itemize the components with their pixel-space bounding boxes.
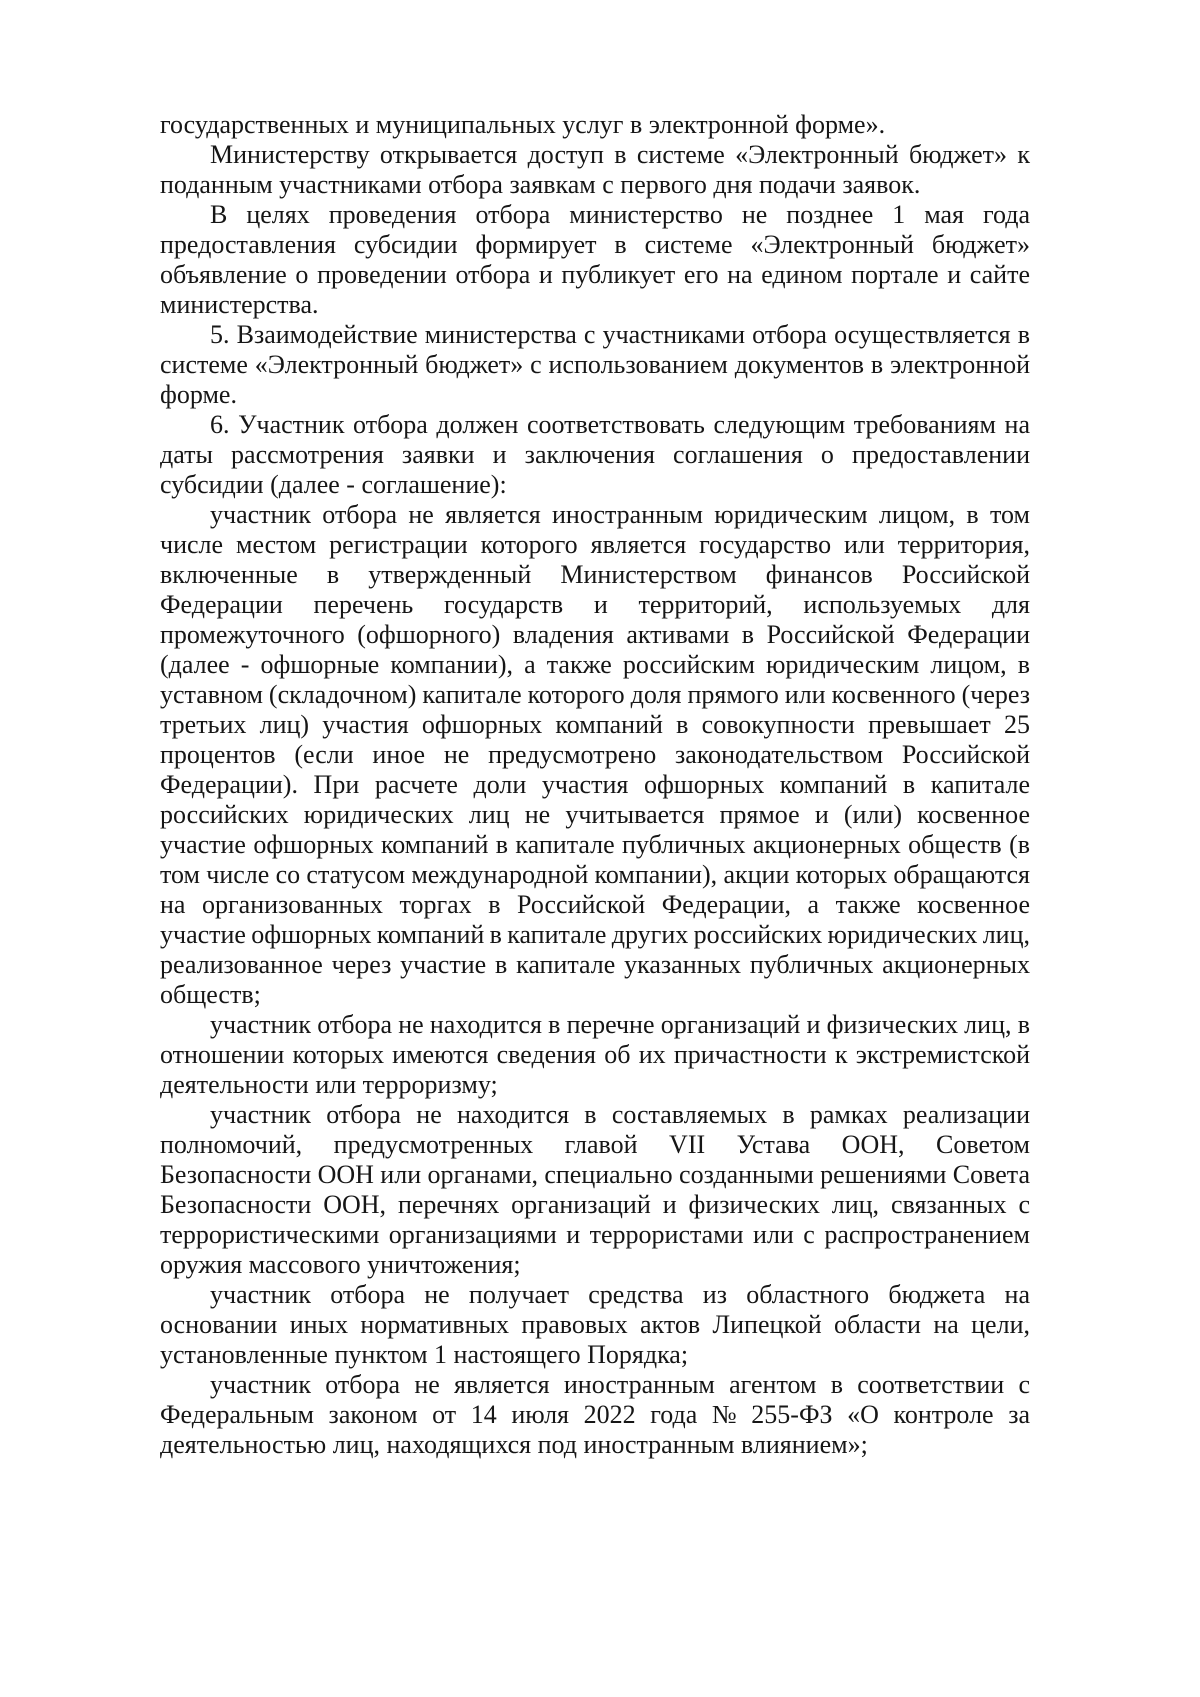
text-line: процентов (если иное не предусмотрено законодательством Российской	[160, 740, 1030, 769]
text-line: деятельности или терроризму;	[160, 1070, 498, 1099]
text-line: участник отбора не является иностранным юридическим лицом, в том	[210, 500, 1030, 529]
paragraph	[160, 1010, 1030, 1100]
document-body	[160, 110, 1030, 1460]
text-line: том числе со статусом международной компании), акции которых обращаются	[160, 860, 1030, 889]
text-line: участник отбора не находится в составляемых в рамках реализации	[210, 1100, 1030, 1129]
paragraph	[160, 110, 1030, 140]
text-line: Министерству открывается доступ в системе «Электронный бюджет» к	[210, 140, 1030, 169]
text-line: участник отбора не получает средства из областного бюджета на	[210, 1280, 1030, 1309]
text-line: системе «Электронный бюджет» с использованием документов в электронной	[160, 350, 1030, 379]
text-line: Безопасности ООН или органами, специально созданными решениями Совета	[160, 1160, 1030, 1189]
text-line: уставном (складочном) капитале которого доля прямого или косвенного (через	[160, 680, 1030, 709]
paragraph	[160, 410, 1030, 500]
text-line: (далее - офшорные компании), а также российским юридическим лицом, в	[160, 650, 1030, 679]
text-line: даты рассмотрения заявки и заключения соглашения о предоставлении	[160, 440, 1030, 469]
text-line: установленные пунктом 1 настоящего Порядка;	[160, 1340, 689, 1369]
text-line: субсидии (далее - соглашение):	[160, 470, 507, 499]
text-line: участие офшорных компаний в капитале публичных акционерных обществ (в	[160, 830, 1030, 859]
text-line: объявление о проведении отбора и публикует его на едином портале и сайте	[160, 260, 1030, 289]
text-line: 6. Участник отбора должен соответствовать следующим требованиям на	[210, 410, 1030, 439]
text-line: участник отбора не находится в перечне организаций и физических лиц, в	[210, 1010, 1030, 1039]
text-line: на организованных торгах в Российской Федерации, а также косвенное	[160, 890, 1030, 919]
text-line: участник отбора не является иностранным агентом в соответствии с	[210, 1370, 1030, 1399]
paragraph	[160, 1280, 1030, 1370]
text-line: обществ;	[160, 980, 261, 1009]
text-line: Федеральным законом от 14 июля 2022 года № 255-ФЗ «О контроле за	[160, 1400, 1030, 1429]
paragraph	[160, 1370, 1030, 1460]
text-line: реализованное через участие в капитале указанных публичных акционерных	[160, 950, 1030, 979]
text-line: форме.	[160, 380, 237, 409]
text-line: предоставления субсидии формирует в системе «Электронный бюджет»	[160, 230, 1030, 259]
paragraph	[160, 1100, 1030, 1280]
paragraph	[160, 320, 1030, 410]
text-line: участие офшорных компаний в капитале других российских юридических лиц,	[160, 920, 1030, 949]
paragraph	[160, 200, 1030, 320]
text-line: российских юридических лиц не учитывается прямое и (или) косвенное	[160, 800, 1030, 829]
text-line: полномочий, предусмотренных главой VII Устава ООН, Советом	[160, 1130, 1030, 1159]
text-line: основании иных нормативных правовых актов Липецкой области на цели,	[160, 1310, 1030, 1339]
text-line: третьих лиц) участия офшорных компаний в совокупности превышает 25	[160, 710, 1030, 739]
text-line: числе местом регистрации которого является государство или территория,	[160, 530, 1030, 559]
text-line: государственных и муниципальных услуг в электронной форме».	[160, 110, 886, 139]
text-line: оружия массового уничтожения;	[160, 1250, 521, 1279]
text-line: Федерации перечень государств и территорий, используемых для	[160, 590, 1030, 619]
text-line: террористическими организациями и террористами или с распространением	[160, 1220, 1030, 1249]
paragraph	[160, 140, 1030, 200]
text-line: Безопасности ООН, перечнях организаций и физических лиц, связанных с	[160, 1190, 1030, 1219]
text-line: В целях проведения отбора министерство не позднее 1 мая года	[210, 200, 1030, 229]
text-line: отношении которых имеются сведения об их причастности к экстремистской	[160, 1040, 1030, 1069]
text-line: включенные в утвержденный Министерством финансов Российской	[160, 560, 1030, 589]
text-line: деятельностью лиц, находящихся под иностранным влиянием»;	[160, 1430, 868, 1459]
text-line: 5. Взаимодействие министерства с участниками отбора осуществляется в	[210, 320, 1030, 349]
paragraph	[160, 500, 1030, 1010]
text-line: министерства.	[160, 290, 319, 319]
text-line: Федерации). При расчете доли участия офшорных компаний в капитале	[160, 770, 1030, 799]
text-line: поданным участниками отбора заявкам с первого дня подачи заявок.	[160, 170, 921, 199]
text-line: промежуточного (офшорного) владения активами в Российской Федерации	[160, 620, 1030, 649]
